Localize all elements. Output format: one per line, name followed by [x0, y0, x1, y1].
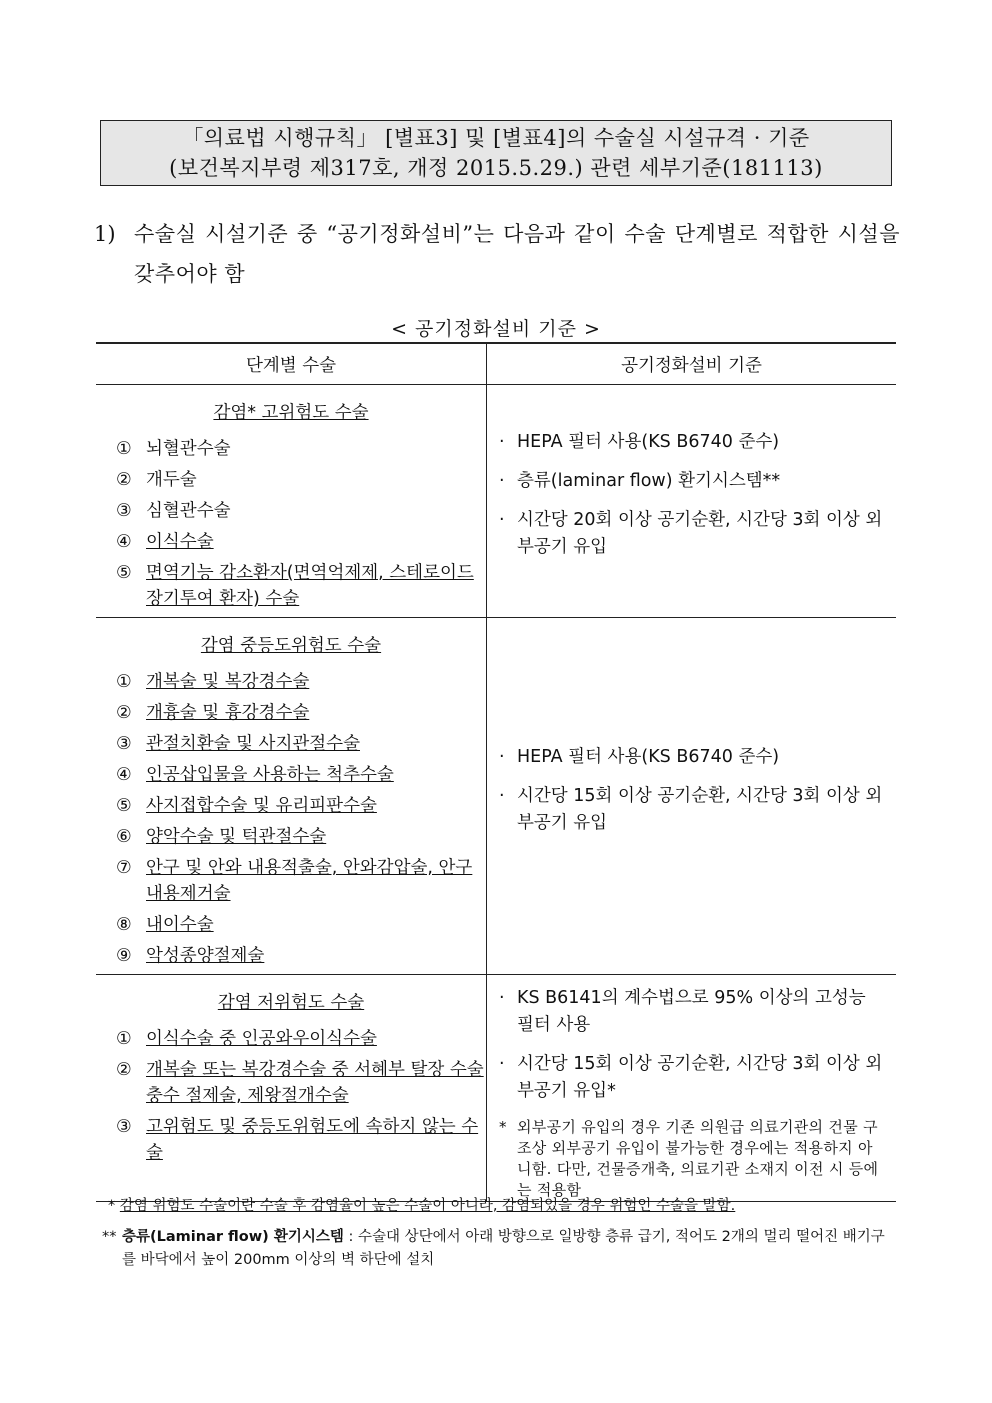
table-header-row — [96, 343, 896, 385]
item-text: 관절치환술 및 사지관절수술 — [146, 734, 360, 754]
category-title: 감염* 고위험도 수술 — [213, 403, 369, 423]
item-text: 악성종양절제술 — [146, 946, 265, 966]
item-text: 사지접합수술 및 유리피판수술 — [146, 796, 377, 816]
criteria-cell — [487, 618, 897, 975]
item-number: ② — [116, 470, 132, 490]
item-number: ③ — [116, 501, 132, 521]
list-item — [116, 700, 486, 726]
list-item — [116, 529, 486, 555]
list-item — [116, 560, 486, 612]
list-item — [116, 1057, 486, 1109]
criteria-item — [499, 744, 886, 771]
bullet-icon: · — [499, 510, 505, 530]
list-item — [116, 731, 486, 757]
list-item — [116, 912, 486, 938]
note-text: 외부공기 유입의 경우 기존 의원급 의료기관의 건물 구조상 외부공기 유입이 불가능한 경우에는 적용하지 아니함. 다만, 건물증개축, 의료기관 소재지 이전 시 등에는 적용함 — [517, 1118, 879, 1199]
surgery-list — [96, 1026, 486, 1166]
criteria-note — [499, 1117, 886, 1201]
criteria-item — [499, 1051, 886, 1105]
title-line-1: 「의료법 시행규칙」 [별표3] 및 [별표4]의 수술실 시설규격 · 기준 — [182, 126, 810, 150]
footnote-1 — [96, 1194, 896, 1215]
list-item — [116, 855, 486, 907]
bullet-icon: · — [499, 746, 505, 767]
item-number: ① — [116, 1029, 132, 1049]
criteria-text: HEPA 필터 사용(KS B6740 준수) — [517, 746, 780, 767]
criteria-text: KS B6141의 계수법으로 95% 이상의 고성능 필터 사용 — [517, 988, 866, 1035]
item-text: 개복술 및 복강경수술 — [146, 672, 310, 692]
list-item — [116, 1114, 486, 1166]
item-text: 인공삽입물을 사용하는 척추수술 — [146, 765, 394, 785]
item-number: ② — [116, 703, 132, 723]
intro-number: 1) — [94, 222, 116, 246]
bullet-icon: · — [499, 432, 505, 452]
intro-paragraph — [94, 214, 900, 294]
header-criteria: 공기정화설비 기준 — [487, 343, 897, 385]
header-surgery-stage: 단계별 수술 — [96, 343, 487, 385]
item-text: 뇌혈관수술 — [146, 439, 231, 459]
title-line-2: (보건복지부령 제317호, 개정 2015.5.29.) 관련 세부기준(181113) — [169, 156, 823, 180]
surgery-category-cell — [96, 385, 487, 618]
item-number: ③ — [116, 734, 132, 754]
item-text: 안구 및 안와 내용적출술, 안와감압술, 안구내용제거술 — [146, 858, 473, 904]
item-number: ④ — [116, 765, 132, 785]
item-number: ⑨ — [116, 946, 132, 966]
intro-text: 수술실 시설기준 중 “공기정화설비”는 다음과 같이 수술 단계별로 적합한 시설을 갖추어야 함 — [134, 222, 900, 286]
footnote-2-text: : 수술대 상단에서 아래 방향으로 일방향 층류 급기, 적어도 2개의 멀리 떨어진 배기구를 바닥에서 높이 200mm 이상의 벽 하단에 설치 — [122, 1229, 885, 1268]
item-text: 이식수술 중 인공와우이식수술 — [146, 1029, 377, 1049]
list-item — [116, 762, 486, 788]
list-item — [116, 498, 486, 524]
criteria-list — [487, 985, 896, 1105]
criteria-text: 층류(laminar flow) 환기시스템** — [517, 471, 781, 491]
criteria-text: 시간당 15회 이상 공기순환, 시간당 3회 이상 외부공기 유입 — [517, 785, 883, 833]
footnote-2-term: 층류(Laminar flow) 환기시스템 — [122, 1229, 344, 1245]
category-title: 감염 중등도위험도 수술 — [200, 636, 382, 656]
list-item — [116, 436, 486, 462]
item-text: 면역기능 감소환자(면역억제제, 스테로이드 장기투여 환자) 수술 — [146, 563, 474, 609]
criteria-item — [499, 468, 886, 495]
list-item — [116, 467, 486, 493]
item-text: 개흉술 및 흉강경수술 — [146, 703, 310, 723]
criteria-list — [487, 429, 896, 561]
item-number: ⑤ — [116, 796, 132, 816]
criteria-text: HEPA 필터 사용(KS B6740 준수) — [517, 432, 780, 452]
list-item — [116, 824, 486, 850]
criteria-list — [487, 744, 896, 837]
item-number: ④ — [116, 532, 132, 552]
item-number: ⑥ — [116, 827, 132, 847]
item-text: 양악수술 및 턱관절수술 — [146, 827, 327, 847]
criteria-cell — [487, 975, 897, 1202]
list-item — [116, 1026, 486, 1052]
bullet-icon: · — [499, 471, 505, 491]
criteria-text: 시간당 20회 이상 공기순환, 시간당 3회 이상 외부공기 유입 — [517, 510, 883, 557]
surgery-list — [96, 669, 486, 969]
category-title: 감염 저위험도 수술 — [217, 993, 365, 1013]
table-row — [96, 385, 896, 618]
surgery-category-cell — [96, 618, 487, 975]
list-item — [116, 669, 486, 695]
list-item — [116, 943, 486, 969]
item-number: ⑤ — [116, 563, 132, 583]
criteria-cell — [487, 385, 897, 618]
table-row — [96, 618, 896, 975]
item-number: ③ — [116, 1117, 132, 1137]
bullet-icon: · — [499, 1054, 505, 1074]
item-text: 개복술 또는 복강경수술 중 서혜부 탈장 수술 충수 절제술, 제왕절개수술 — [146, 1060, 484, 1106]
table-caption: < 공기정화설비 기준 > — [391, 318, 601, 340]
item-text: 이식수술 — [146, 532, 214, 552]
footnote-2 — [96, 1226, 896, 1272]
surgery-list — [96, 436, 486, 612]
criteria-item — [499, 507, 886, 561]
item-text: 심혈관수술 — [146, 501, 231, 521]
item-number: ② — [116, 1060, 132, 1080]
criteria-item — [499, 429, 886, 456]
criteria-text: 시간당 15회 이상 공기순환, 시간당 3회 이상 외부공기 유입* — [517, 1054, 883, 1101]
note-mark: * — [499, 1118, 507, 1136]
item-number: ⑧ — [116, 915, 132, 935]
item-number: ① — [116, 672, 132, 692]
bullet-icon: · — [499, 988, 505, 1008]
criteria-item — [499, 985, 886, 1039]
footnote-2-mark: ** — [102, 1229, 117, 1245]
footnote-1-mark: * — [108, 1198, 116, 1214]
item-text: 내이수술 — [146, 915, 214, 935]
criteria-item — [499, 783, 886, 837]
air-purification-table — [96, 342, 896, 1202]
item-text: 개두술 — [146, 470, 197, 490]
item-number: ⑦ — [116, 858, 132, 878]
table-row — [96, 975, 896, 1202]
document-title-box — [100, 120, 892, 186]
surgery-category-cell — [96, 975, 487, 1202]
item-text: 고위험도 및 중등도위험도에 속하지 않는 수술 — [146, 1117, 479, 1163]
list-item — [116, 793, 486, 819]
footnote-1-text: 감염 위험도 수술이란 수술 후 감염율이 높은 수술이 아니라, 감염되었을 경우 위험인 수술을 말함. — [119, 1198, 736, 1214]
item-number: ① — [116, 439, 132, 459]
bullet-icon: · — [499, 785, 505, 806]
